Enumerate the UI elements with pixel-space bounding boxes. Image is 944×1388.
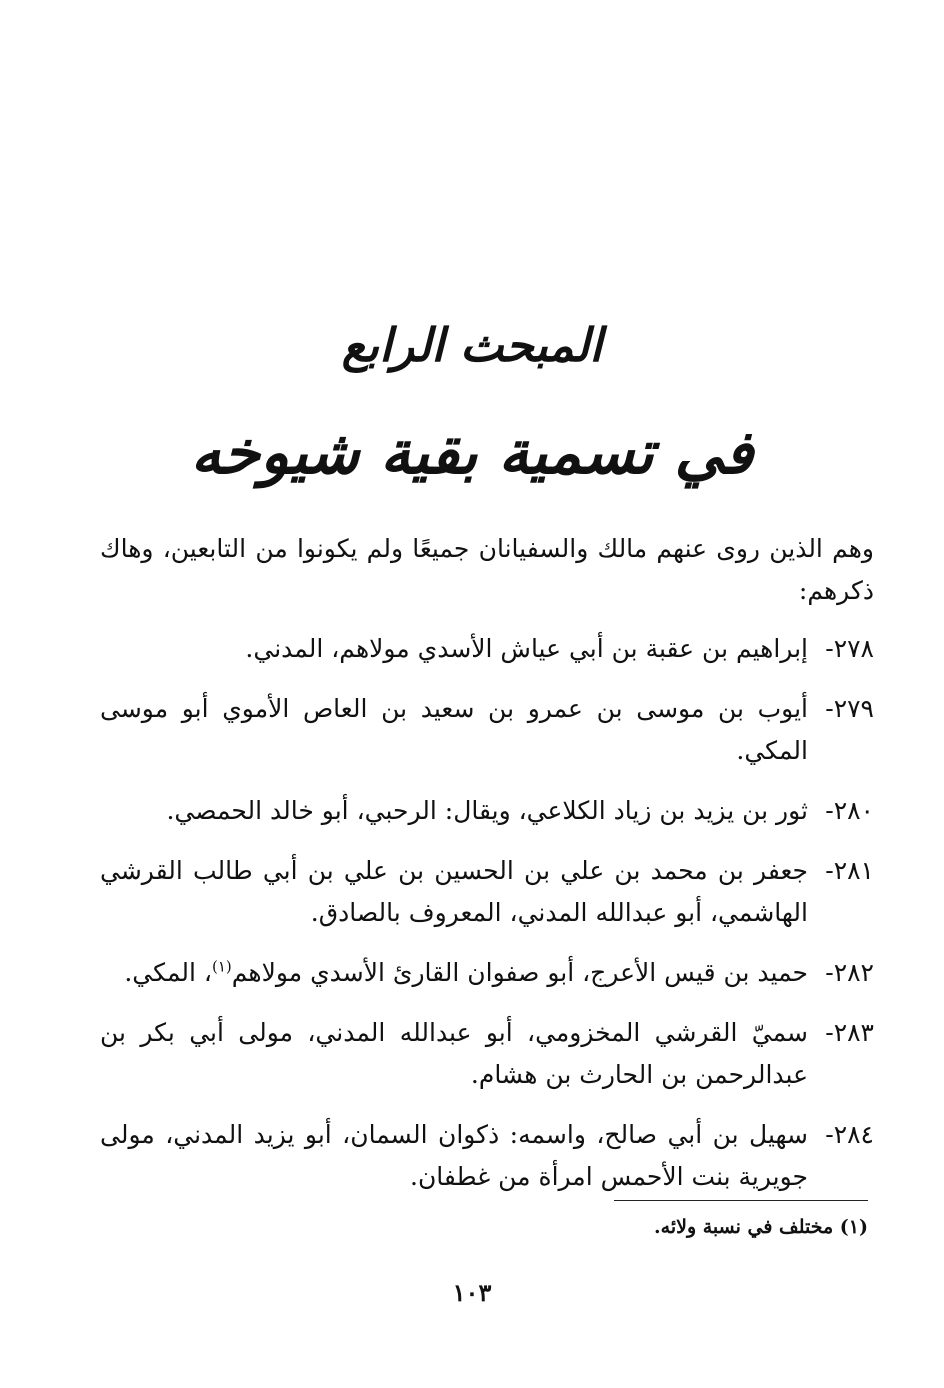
list-item xyxy=(100,688,874,772)
footnote: (١) مختلف في نسبة ولائه. xyxy=(654,1216,868,1238)
list-item xyxy=(100,1012,874,1096)
entry-number: ٢٨٠- xyxy=(825,796,874,825)
list-item xyxy=(100,850,874,934)
entry-text: ثور بن يزيد بن زياد الكلاعي، ويقال: الرحبي، أبو خالد الحمصي. xyxy=(166,796,808,825)
footnote-reference[interactable]: (١) xyxy=(211,957,232,976)
footnote-divider xyxy=(614,1200,868,1201)
entry-text: سميّ القرشي المخزومي، أبو عبدالله المدني، مولى أبي بكر بن عبدالرحمن بن الحارث بن هشام. xyxy=(100,1018,808,1089)
entry-text: سهيل بن أبي صالح، واسمه: ذكوان السمان، أبو يزيد المدني، مولى جويرية بنت الأحمس امرأة من غطفان. xyxy=(100,1120,808,1191)
entry-text: أيوب بن موسى بن عمرو بن سعيد بن العاص الأموي أبو موسى المكي. xyxy=(100,694,808,765)
entry-text: جعفر بن محمد بن علي بن الحسين بن علي بن أبي طالب القرشي الهاشمي، أبو عبدالله المدني، المعروف بالصادق. xyxy=(100,856,808,927)
entry-text xyxy=(100,952,808,994)
entries-list xyxy=(100,628,874,1216)
entry-number: ٢٧٩- xyxy=(825,694,874,723)
entry-text: إبراهيم بن عقبة بن أبي عياش الأسدي مولاهم، المدني. xyxy=(245,634,808,663)
entry-number: ٢٨٢- xyxy=(825,958,874,987)
section-heading: المبحث الرابع xyxy=(341,318,603,372)
entry-number: ٢٧٨- xyxy=(825,634,874,663)
entry-text-part: ، المكي. xyxy=(124,958,212,987)
section-subheading: في تسمية بقية شيوخه xyxy=(190,418,754,488)
intro-paragraph: وهم الذين روى عنهم مالك والسفيانان جميعًا ولم يكونوا من التابعين، وهاك ذكرهم: xyxy=(100,534,874,605)
list-item xyxy=(100,1114,874,1198)
list-item xyxy=(100,628,874,670)
list-item xyxy=(100,790,874,832)
list-item xyxy=(100,952,874,994)
page-number: ١٠٣ xyxy=(452,1278,492,1307)
entry-number: ٢٨٣- xyxy=(825,1018,874,1047)
entry-text-part: حميد بن قيس الأعرج، أبو صفوان القارئ الأسدي مولاهم xyxy=(231,958,808,987)
entry-number: ٢٨٤- xyxy=(825,1120,874,1149)
entry-number: ٢٨١- xyxy=(825,856,874,885)
